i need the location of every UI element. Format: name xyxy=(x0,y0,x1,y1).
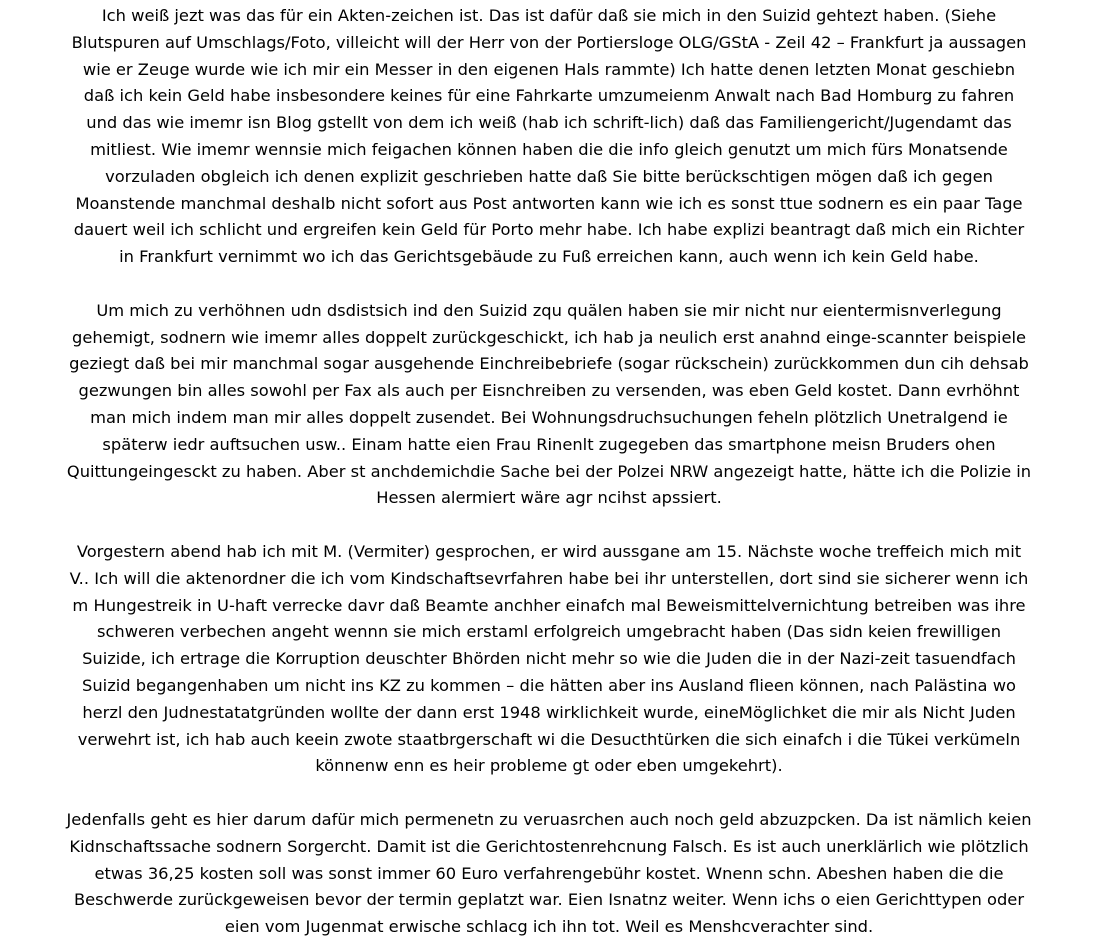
text-line: daß ich kein Geld habe insbesondere keines für eine Fahrkarte umzumeienm Anwalt nach Bad Homburg zu fahren xyxy=(83,86,1015,106)
paragraph-3 xyxy=(6,539,1092,780)
text-line: herzl den Judnestatatgründen wollte der dann erst 1948 wirklichkeit wurde, eineMöglichket die mir als Nicht Juden xyxy=(82,702,1016,722)
paragraph-4 xyxy=(6,807,1092,941)
text-line: verwehrt ist, ich hab auch keein zwote staatbrgerschaft wi die Desucthtürken die sich einafch i die Tükei verkümeln xyxy=(77,729,1021,749)
paragraph-2 xyxy=(6,298,1092,512)
text-line: Kidnschaftssache sodnern Sorgercht. Damit ist die Gerichtostenrehcnung Falsch. Es ist auch unerklärlich wie plötzlich xyxy=(69,836,1029,856)
text-line: gezwungen bin alles sowohl per Fax als auch per Eisnchreiben zu versenden, was eben Geld kostet. Dann evrhöhnt xyxy=(78,381,1020,401)
paragraph-gap xyxy=(6,271,1092,298)
text-line: dauert weil ich schlicht und ergreifen kein Geld für Porto mehr habe. Ich habe explizi beantragt daß mich ein Richter xyxy=(73,220,1025,240)
text-line: geziegt daß bei mir manchmal sogar ausgehende Einchreibebriefe (sogar rückschein) zurückkommen dun cih dehsab xyxy=(69,354,1029,374)
text-line: könnenw enn es heir probleme gt oder eben umgekehrt). xyxy=(315,756,783,776)
text-line: eien vom Jugenmat erwische schlacg ich ihn tot. Weil es Menshcverachter sind. xyxy=(224,917,874,937)
text-line: Blutspuren auf Umschlags/Foto, villeicht will der Herr von der Portiersloge OLG/GStA - Zeil 42 – Frankfurt ja aussagen xyxy=(71,32,1027,52)
text-line: wie er Zeuge wurde wie ich mir ein Messer in den eigenen Hals rammte) Ich hatte denen letzten Monat geschiebn xyxy=(82,59,1016,79)
text-line: Um mich zu verhöhnen udn dsdistsich ind den Suizid zqu quälen haben sie mir nicht nur eientermisnverlegung xyxy=(96,300,1002,320)
text-line: gehemigt, sodnern wie imemr alles doppelt zurückgeschickt, ich hab ja neulich erst anahnd einge-scannter beispiele xyxy=(71,327,1027,347)
text-line: m Hungestreik in U-haft verrecke davr daß Beamte anchher einafch mal Beweismittelvernichtung betreiben was ihre xyxy=(72,595,1026,615)
text-line: Quittungeingesckt zu haben. Aber st anchdemichdie Sache bei der Polzei NRW angezeigt hatte, hätte ich die Polizie in xyxy=(66,461,1032,481)
text-line: und das wie imemr isn Blog gstellt von dem ich weiß (hab ich schrift-lich) daß das Familiengericht/Jugendamt das xyxy=(86,113,1012,133)
text-line: in Frankfurt vernimmt wo ich das Gerichtsgebäude zu Fuß erreichen kann, auch wenn ich kein Geld habe. xyxy=(119,247,979,267)
text-line: Beschwerde zurückgeweisen bevor der termin geplatzt war. Eien Isnatnz weiter. Wenn ichs o eien Gerichttypen oder xyxy=(73,890,1025,910)
text-line: Suizid begangenhaben um nicht ins KZ zu kommen – die hätten aber ins Ausland flieen können, nach Palästina wo xyxy=(82,675,1016,695)
paragraph-gap xyxy=(6,512,1092,539)
text-line: Suizide, ich ertrage die Korruption deuschter Bhörden nicht mehr so wie die Juden die in der Nazi-zeit tasuendfach xyxy=(82,649,1016,669)
text-line: Moanstende manchmal deshalb nicht sofort aus Post antworten kann wie ich es sonst ttue sodnern es ein paar Tage xyxy=(75,193,1023,213)
text-line: mitliest. Wie imemr wennsie mich feigachen können haben die die info gleich genutzt um mich fürs Monatsende xyxy=(90,139,1008,159)
paragraph-gap xyxy=(6,780,1092,807)
text-line: Jedenfalls geht es hier darum dafür mich permenetn zu veruasrchen auch noch geld abzuzpcken. Da ist nämlich keien xyxy=(66,809,1032,829)
text-line: vorzuladen obgleich ich denen explizit geschrieben hatte daß Sie bitte berückschtigen mögen daß ich gegen xyxy=(105,166,993,186)
paragraph-1 xyxy=(6,3,1092,271)
text-line: Vorgestern abend hab ich mit M. (Vermiter) gesprochen, er wird aussgane am 15. Nächste woche treffeich mich mit xyxy=(76,541,1022,561)
text-line: schweren verbechen angeht wennn sie mich erstaml erfolgreich umgebracht haben (Das sidn keien frewilligen xyxy=(96,622,1002,642)
text-line: etwas 36,25 kosten soll was sonst immer 60 Euro verfahrengebühr kostet. Wnenn schn. Abeshen haben die die xyxy=(94,863,1004,883)
text-line: V.. Ich will die aktenordner die ich vom Kindschaftsevrfahren habe bei ihr unterstellen, dort sind sie sicherer wenn ich xyxy=(69,568,1029,588)
text-line: man mich indem man mir alles doppelt zusendet. Bei Wohnungsdruchsuchungen feheln plötzlich Unetralgend ie xyxy=(90,407,1008,427)
text-line: späterw iedr auftsuchen usw.. Einam hatte eien Frau Rinenlt zugegeben das smartphone meisn Bruders ohen xyxy=(102,434,996,454)
text-line: Ich weiß jezt was das für ein Akten-zeichen ist. Das ist dafür daß sie mich in den Suizid gehtezt haben. (Siehe xyxy=(101,6,997,25)
text-line: Hessen alermiert wäre agr ncihst apssiert. xyxy=(376,488,722,508)
